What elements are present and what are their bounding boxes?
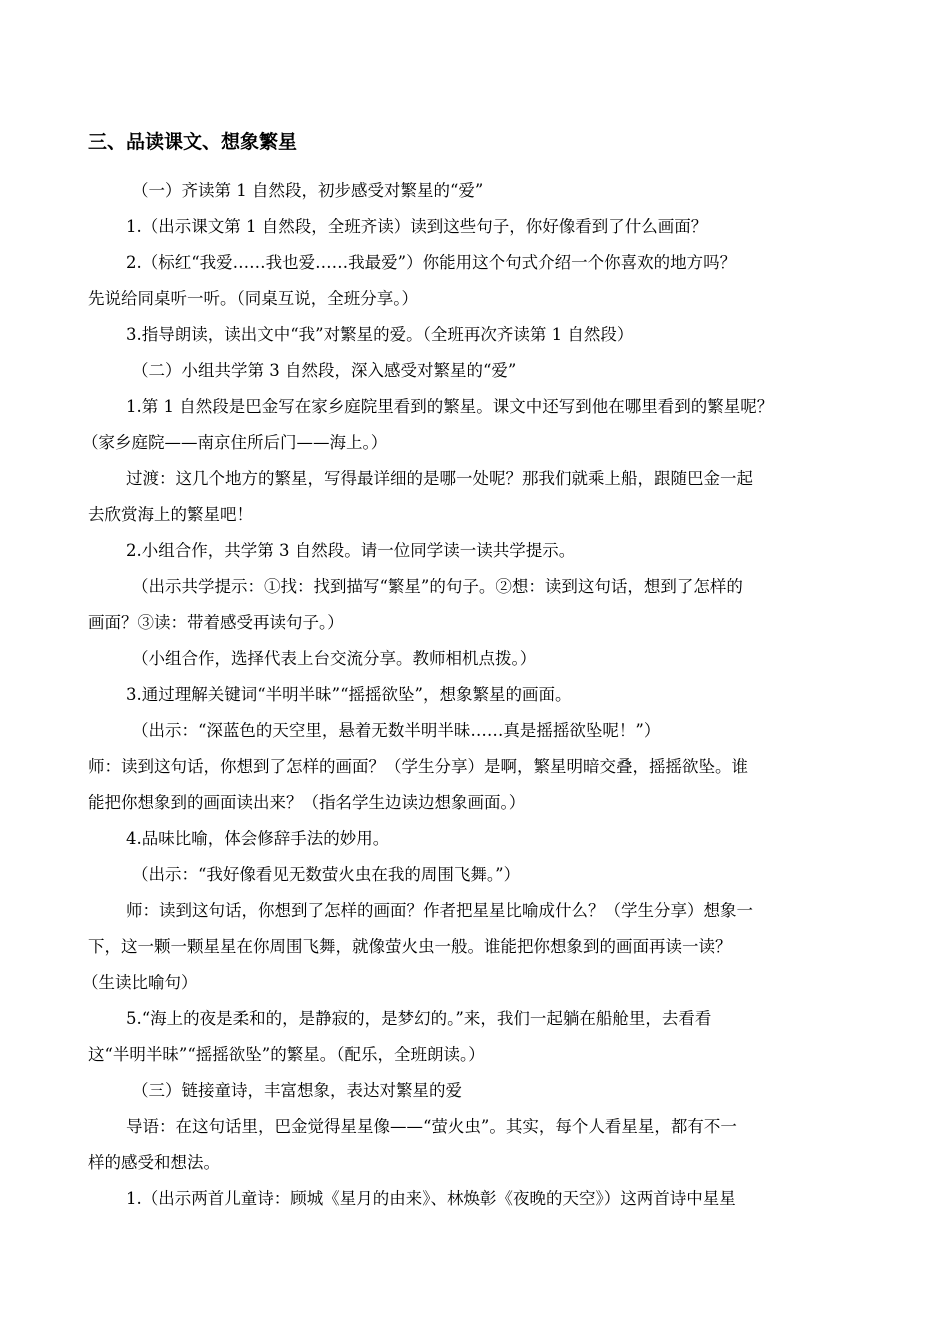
paragraph-line: （出示共学提示：①找：找到描写“繁星”的句子。②想：读到这句话，想到了怎样的: [132, 577, 743, 596]
paragraph-line: 1.（出示课文第 1 自然段，全班齐读）读到这些句子，你好像看到了什么画面？: [126, 217, 708, 236]
paragraph-line: 5.“海上的夜是柔和的，是静寂的，是梦幻的。”来，我们一起躺在船舱里，去看看: [126, 1009, 712, 1028]
paragraph-line: （出示：“我好像看见无数萤火虫在我的周围飞舞。”）: [132, 865, 521, 884]
paragraph-line: 1.第 1 自然段是巴金写在家乡庭院里看到的繁星。课文中还写到他在哪里看到的繁星呢？: [126, 397, 774, 416]
paragraph-line: （生读比喻句）: [82, 973, 198, 992]
paragraph-line: 去欣赏海上的繁星吧！: [88, 505, 253, 524]
paragraph-line: 2.小组合作，共学第 3 自然段。请一位同学读一读共学提示。: [126, 541, 576, 560]
paragraph-line: 4.品味比喻，体会修辞手法的妙用。: [126, 829, 390, 848]
paragraph-line: （家乡庭院——南京住所后门——海上。）: [82, 433, 388, 452]
subsection-heading: （二）小组共学第 3 自然段，深入感受对繁星的“爱”: [132, 361, 517, 380]
paragraph-line: 1.（出示两首儿童诗：顾城《星月的由来》、林焕彰《夜晚的天空》）这两首诗中星星: [126, 1189, 736, 1208]
paragraph-line: 2.（标红“我爱……我也爱……我最爱”）你能用这个句式介绍一个你喜欢的地方吗？: [126, 253, 737, 272]
paragraph-line: 先说给同桌听一听。（同桌互说，全班分享。）: [88, 289, 418, 308]
paragraph-line: 师：读到这句话，你想到了怎样的画面？（学生分享）是啊，繁星明暗交叠，摇摇欲坠。谁: [88, 757, 748, 776]
paragraph-line: （小组合作，选择代表上台交流分享。教师相机点拨。）: [132, 649, 537, 668]
paragraph-line: （出示：“深蓝色的天空里，悬着无数半明半昧……真是摇摇欲坠呢！”）: [132, 721, 661, 740]
section-heading: 三、品读课文、想象繁星: [88, 131, 298, 153]
paragraph-line: 导语：在这句话里，巴金觉得星星像——“萤火虫”。其实，每个人看星星，都有不一: [126, 1117, 737, 1136]
paragraph-line: 这“半明半昧”“摇摇欲坠”的繁星。（配乐，全班朗读。）: [88, 1045, 485, 1064]
paragraph-line: 下，这一颗一颗星星在你周围飞舞，就像萤火虫一般。谁能把你想象到的画面再读一读？: [88, 937, 732, 956]
paragraph-line: 画面？③读：带着感受再读句子。）: [88, 613, 344, 632]
paragraph-line: 3.指导朗读，读出文中“我”对繁星的爱。（全班再次齐读第 1 自然段）: [126, 325, 634, 344]
paragraph-line: 样的感受和想法。: [88, 1153, 220, 1172]
paragraph-line: 3.通过理解关键词“半明半昧”“摇摇欲坠”，想象繁星的画面。: [126, 685, 572, 704]
paragraph-line: 师：读到这句话，你想到了怎样的画面？作者把星星比喻成什么？（学生分享）想象一: [126, 901, 753, 920]
subsection-heading: （一）齐读第 1 自然段，初步感受对繁星的“爱”: [132, 181, 484, 200]
subsection-heading: （三）链接童诗，丰富想象，表达对繁星的爱: [132, 1081, 462, 1100]
paragraph-line: 能把你想象到的画面读出来？（指名学生边读边想象画面。）: [88, 793, 526, 812]
paragraph-line: 过渡：这几个地方的繁星，写得最详细的是哪一处呢？那我们就乘上船，跟随巴金一起: [126, 469, 753, 488]
